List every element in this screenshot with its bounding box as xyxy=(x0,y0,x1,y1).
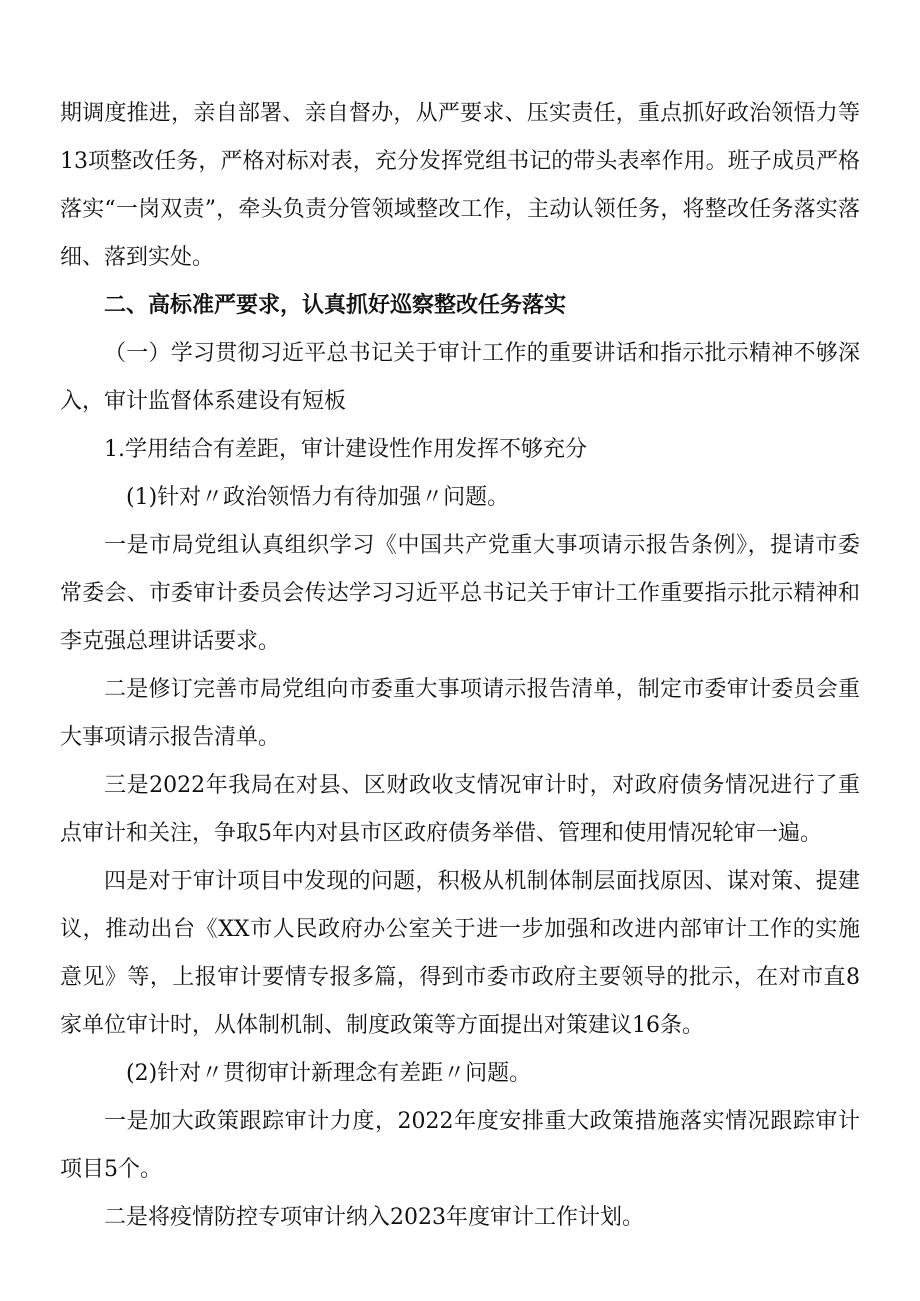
paragraph: 二是将疫情防控专项审计纳入2023年度审计工作计划。 xyxy=(104,1205,644,1230)
paragraph: 一是市局党组认真组织学习《中国共产党重大事项请示报告条例》，提请市委常委会、市委审计委员会传达学习习近平总书记关于审计工作重要指示批示精神和李克强总理讲话要求。 xyxy=(60,533,860,654)
issue-heading: (1)针对〃政治领悟力有待加强〃问题。 xyxy=(126,485,510,510)
document-body xyxy=(60,90,860,1242)
paragraph: 二是修订完善市局党组向市委重大事项请示报告清单，制定市委审计委员会重大事项请示报告清单。 xyxy=(60,677,860,750)
paragraph: 三是2022年我局在对县、区财政收支情况审计时，对政府债务情况进行了重点审计和关注，争取5年内对县市区政府债务举借、管理和使用情况轮审一遍。 xyxy=(60,773,860,846)
issue-heading: (2)针对〃贯彻审计新理念有差距〃问题。 xyxy=(126,1061,532,1086)
section-heading: 二、高标准严要求，认真抓好巡察整改任务落实 xyxy=(104,293,567,318)
paragraph: 四是对于审计项目中发现的问题，积极从机制体制层面找原因、谋对策、提建议，推动出台《XX市人民政府办公室关于进一步加强和改进内部审计工作的实施意见》等，上报审计要情专报多篇，得到市委市政府主要领导的批示，在对市直8家单位审计时，从体制机制、制度政策等方面提出对策建议16条。 xyxy=(60,869,860,1038)
item-heading: 1.学用结合有差距，审计建设性作用发挥不够充分 xyxy=(104,437,587,462)
paragraph-continuation: 期调度推进，亲自部署、亲自督办，从严要求、压实责任，重点抓好政治领悟力等13项整改任务，严格对标对表，充分发挥党组书记的带头表率作用。班子成员严格落实“一岗双责”，牵头负责分管领域整改工作，主动认领任务，将整改任务落实落细、落到实处。 xyxy=(60,101,860,270)
paragraph: 一是加大政策跟踪审计力度，2022年度安排重大政策措施落实情况跟踪审计项目5个。 xyxy=(60,1109,860,1182)
subsection-heading: （一）学习贯彻习近平总书记关于审计工作的重要讲话和指示批示精神不够深入，审计监督体系建设有短板 xyxy=(60,341,860,414)
